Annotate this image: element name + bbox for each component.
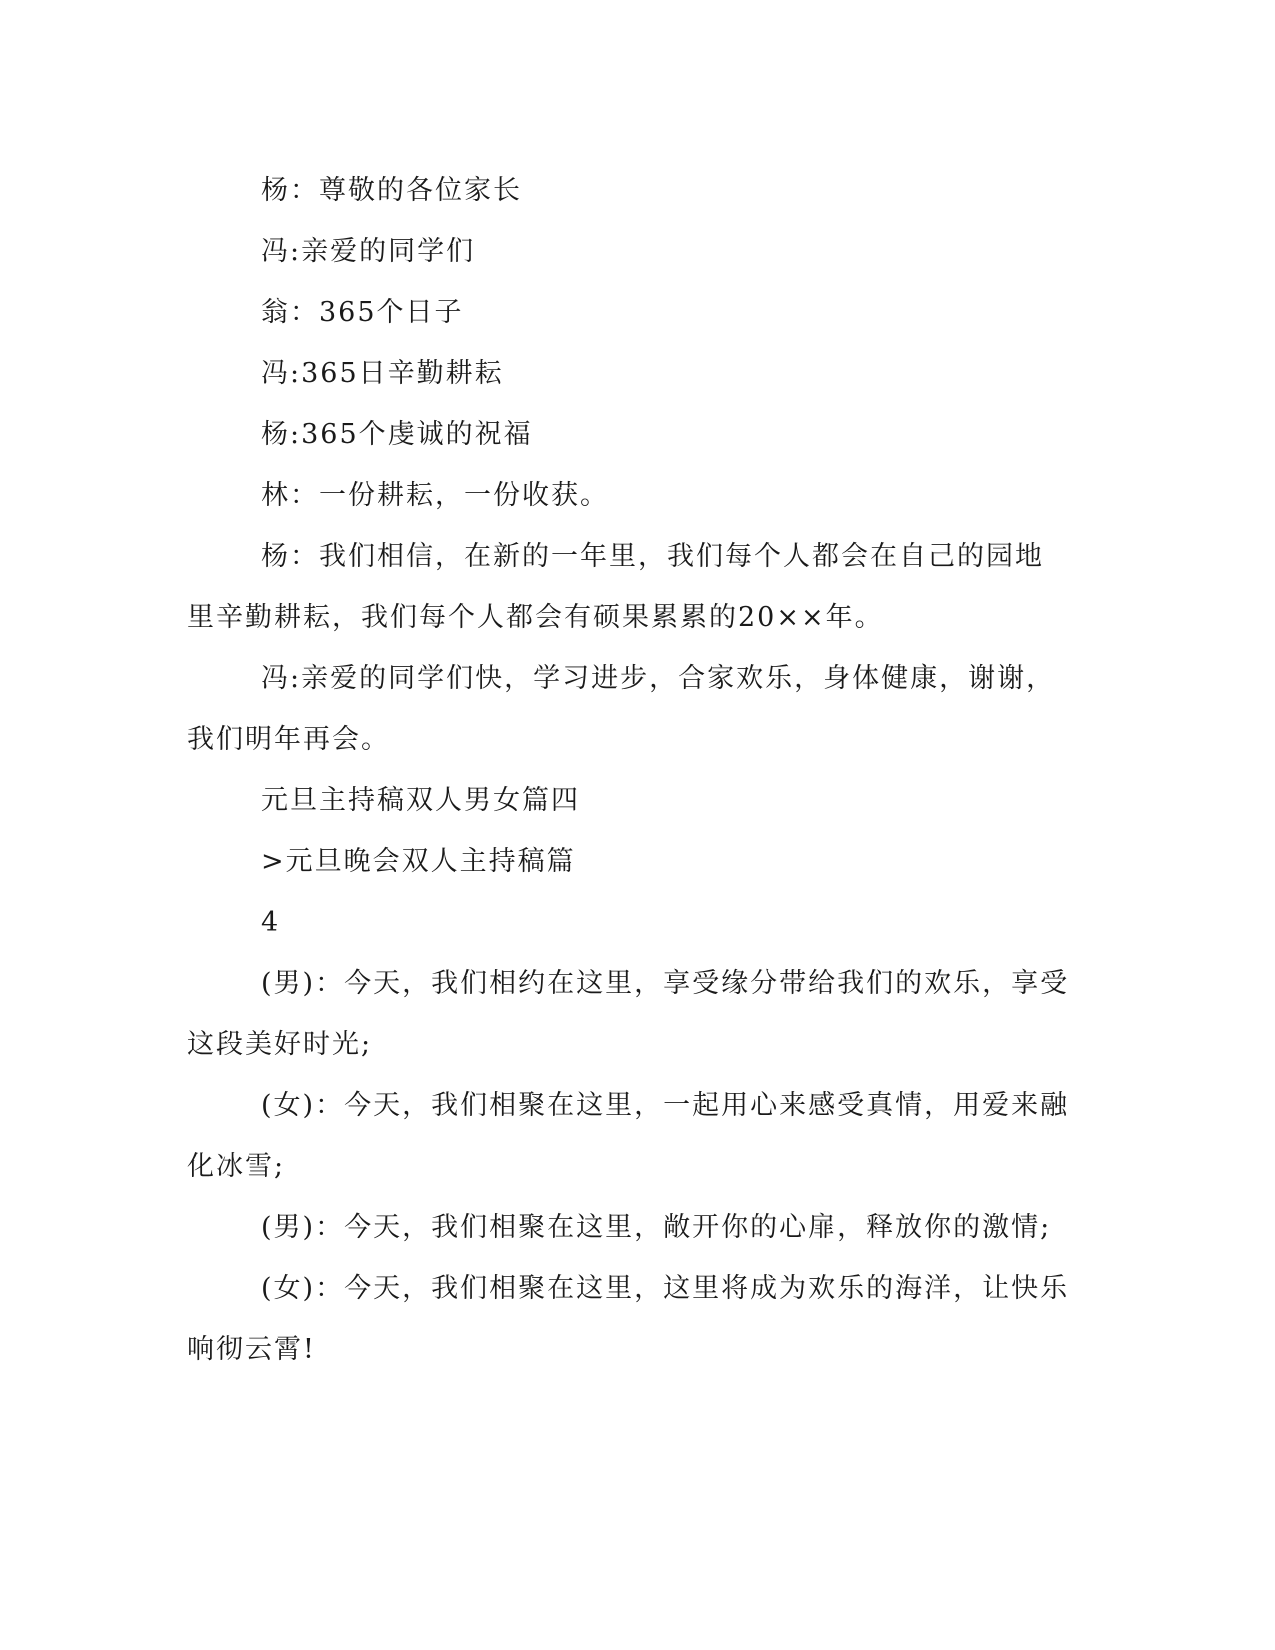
line-feng-greeting: 冯:亲爱的同学们: [261, 236, 476, 267]
line-male-1: (男)：今天，我们相约在这里，享受缘分带给我们的欢乐，享受这段美好时光;: [187, 968, 1070, 1060]
line-female-2: (女)：今天，我们相聚在这里，这里将成为欢乐的海洋，让快乐响彻云霄!: [187, 1273, 1070, 1365]
line-yang-new-year: 杨：我们相信，在新的一年里，我们每个人都会在自己的园地里辛勤耕耘，我们每个人都会有硕果累累的20××年。: [187, 541, 1044, 633]
line-feng-farewell: 冯:亲爱的同学们快，学习进步，合家欢乐，身体健康，谢谢，我们明年再会。: [187, 663, 1056, 755]
section-heading: 元旦主持稿双人男女篇四: [261, 785, 580, 816]
line-feng-365-work: 冯:365日辛勤耕耘: [261, 358, 504, 389]
line-female-1: (女)：今天，我们相聚在这里，一起用心来感受真情，用爱来融化冰雪;: [187, 1090, 1070, 1182]
document-body: [187, 160, 1072, 1380]
line-yang-365-blessings: 杨:365个虔诚的祝福: [261, 419, 533, 450]
line-yang-greeting: 杨：尊敬的各位家长: [261, 175, 522, 206]
line-male-2: (男)：今天，我们相聚在这里，敞开你的心扉，释放你的激情;: [261, 1212, 1052, 1243]
line-lin-harvest: 林：一份耕耘，一份收获。: [261, 480, 609, 511]
line-weng-365-days: 翁：365个日子: [261, 297, 464, 328]
section-subheading: >元旦晚会双人主持稿篇: [261, 846, 576, 877]
section-number: 4: [261, 907, 281, 938]
